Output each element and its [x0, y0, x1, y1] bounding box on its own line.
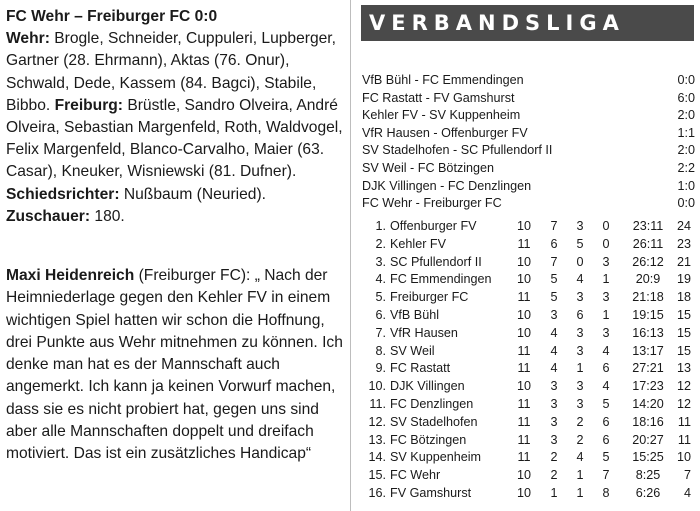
standing-games: 10 [516, 325, 531, 340]
standing-goals: 23:11 [632, 219, 664, 233]
standing-rank: 1. [375, 219, 386, 233]
standing-rank: 14. [368, 450, 386, 465]
standing-goals: 19:15 [632, 307, 664, 322]
column-divider [350, 0, 351, 511]
standing-team: DJK Villingen [390, 379, 465, 394]
standing-rank: 3. [375, 254, 386, 269]
standing-games: 11 [517, 450, 531, 465]
standing-games: 10 [516, 485, 531, 500]
standing-wins: 5 [550, 272, 558, 287]
referee-label: Schiedsrichter: [6, 185, 120, 203]
standing-points: 12 [676, 379, 691, 394]
standings-row [362, 414, 695, 432]
standing-losses: 5 [602, 396, 610, 411]
standing-losses: 6 [602, 361, 610, 376]
standing-losses: 8 [602, 485, 610, 500]
standing-rank: 7. [375, 325, 386, 340]
result-row [362, 125, 695, 143]
standing-losses: 0 [602, 219, 610, 233]
standing-losses: 7 [602, 468, 610, 483]
standing-losses: 5 [602, 450, 610, 465]
result-match: Kehler FV - SV Kuppenheim [362, 108, 521, 123]
player-quote [6, 265, 352, 466]
standings-row [362, 343, 695, 361]
standing-points: 13 [676, 361, 691, 376]
standing-draws: 1 [576, 485, 584, 500]
wehr-lineup: Brogle, Schneider, Cuppuleri, Lupberger, Gartner (28. Ehrmann), Aktas (76. Onur), Schwald, Dede, Kassem (84. Bagci), Stabile, Bibbo. [6, 30, 336, 114]
standing-draws: 3 [576, 343, 584, 358]
result-match: SV Weil - FC Bötzingen [362, 160, 495, 175]
standing-wins: 3 [550, 414, 558, 429]
standing-points: 21 [676, 254, 691, 269]
results-list [362, 72, 695, 213]
standing-rank: 13. [368, 432, 386, 447]
standing-losses: 3 [602, 325, 610, 340]
result-row [362, 195, 695, 213]
result-row [362, 178, 695, 196]
standing-losses: 3 [602, 254, 610, 269]
standing-wins: 1 [550, 485, 558, 500]
standing-rank: 11. [369, 396, 386, 411]
match-report [6, 6, 352, 228]
standing-points: 11 [677, 432, 691, 447]
standing-losses: 3 [602, 290, 610, 305]
standing-points: 7 [683, 468, 691, 483]
standing-wins: 5 [550, 290, 558, 305]
result-match: VfR Hausen - Offenburger FV [362, 125, 528, 140]
standing-games: 11 [517, 361, 531, 376]
match-report-text [6, 6, 352, 228]
quote-text: (Freiburger FC): „ Nach der Heimniederlage gegen den Kehler FV in einem wichtigen Spiel hatten wir schon die Hoffnung, drei Punkte aus Wehr mitnehmen zu können. Ich denke man hat es der Mannschaft auch angemerkt. Ich kann ja keinen Vorwurf machen, dass sie es nicht probiert hat, gegen uns sind aber alle Mannschaften doppelt und dreifach motiviert. Das ist ein zusätzliches Handicap“ [6, 267, 343, 463]
standing-draws: 2 [576, 414, 584, 429]
standing-team: SV Kuppenheim [390, 450, 482, 465]
standing-games: 11 [517, 414, 531, 429]
standing-points: 15 [676, 307, 691, 322]
standing-rank: 5. [375, 290, 386, 305]
standing-goals: 26:12 [632, 254, 664, 269]
standing-losses: 6 [602, 432, 610, 447]
standing-draws: 6 [576, 307, 584, 322]
standing-games: 11 [517, 343, 531, 358]
result-score: 2:0 [677, 143, 695, 158]
standing-points: 4 [683, 485, 691, 500]
standings-row [362, 307, 695, 325]
standings-row [362, 449, 695, 467]
result-row [362, 160, 695, 178]
result-score: 1:1 [677, 125, 695, 140]
result-match: FC Rastatt - FV Gamshurst [362, 90, 515, 105]
standing-goals: 20:27 [632, 432, 664, 447]
standing-goals: 27:21 [632, 361, 664, 376]
standing-wins: 2 [550, 450, 558, 465]
league-title-banner: VERBANDSLIGA [361, 5, 694, 41]
standing-losses: 0 [602, 236, 610, 251]
standing-draws: 3 [576, 290, 584, 305]
standing-rank: 6. [375, 307, 386, 322]
standing-losses: 1 [602, 307, 610, 322]
standing-games: 10 [516, 254, 531, 269]
standing-wins: 7 [550, 254, 558, 269]
standing-rank: 16. [368, 485, 386, 500]
standing-draws: 0 [576, 254, 584, 269]
standing-draws: 3 [576, 379, 584, 394]
standing-wins: 3 [550, 307, 558, 322]
standing-rank: 12. [368, 414, 386, 429]
result-match: VfB Bühl - FC Emmendingen [362, 73, 524, 87]
freiburg-label: Freiburg: [54, 96, 123, 114]
standing-team: Offenburger FV [390, 219, 477, 233]
standing-rank: 10. [368, 379, 386, 394]
standing-games: 10 [516, 219, 531, 233]
result-row [362, 90, 695, 108]
standing-team: FC Wehr [390, 468, 441, 483]
standing-points: 24 [676, 219, 691, 233]
standing-games: 10 [516, 379, 531, 394]
standing-rank: 15. [368, 468, 386, 483]
standing-wins: 3 [550, 432, 558, 447]
standing-team: SV Weil [390, 343, 435, 358]
standing-wins: 7 [550, 219, 558, 233]
standing-points: 12 [676, 396, 691, 411]
standing-goals: 18:16 [632, 414, 664, 429]
standing-goals: 17:23 [632, 379, 664, 394]
standing-points: 15 [676, 325, 691, 340]
standing-team: Freiburger FC [390, 290, 469, 305]
standings-row [362, 467, 695, 485]
spectators-value: 180. [90, 207, 125, 225]
standing-draws: 1 [576, 361, 584, 376]
standing-wins: 3 [550, 379, 558, 394]
standing-points: 19 [676, 272, 691, 287]
standings-row [362, 432, 695, 450]
standings-row [362, 378, 695, 396]
standing-games: 11 [517, 236, 531, 251]
freiburg-lineup: Brüstle, Sandro Olveira, André Olveira, Sebastian Margenfeld, Roth, Waldvogel, Felix Margenfeld, Blanco-Carvalho, Maier (63. Casar), Kneuker, Wisniewski (81. Dufner). [6, 96, 343, 181]
standings-row [362, 289, 695, 307]
standing-rank: 2. [375, 236, 386, 251]
standing-wins: 3 [550, 396, 558, 411]
referee-value: Nußbaum (Neuried). [119, 185, 266, 203]
result-match: FC Wehr - Freiburger FC [362, 196, 502, 211]
spectators-label: Zuschauer: [6, 207, 91, 225]
standing-losses: 1 [602, 272, 610, 287]
result-score: 2:2 [677, 160, 695, 175]
standing-wins: 4 [550, 343, 558, 358]
standing-team: FV Gamshurst [390, 485, 472, 500]
standings-row [362, 485, 695, 503]
result-row [362, 142, 695, 160]
wehr-label: Wehr: [6, 30, 50, 48]
standing-goals: 6:26 [635, 485, 661, 500]
standing-draws: 3 [576, 325, 584, 340]
standing-wins: 4 [550, 325, 558, 340]
result-match: SV Stadelhofen - SC Pfullendorf II [362, 143, 553, 158]
standing-points: 18 [676, 290, 691, 305]
standing-rank: 9. [375, 361, 386, 376]
standing-games: 11 [517, 396, 531, 411]
standing-games: 11 [517, 290, 531, 305]
standing-goals: 21:18 [632, 290, 664, 305]
result-row [362, 107, 695, 125]
standing-team: VfR Hausen [390, 325, 458, 340]
standings-row [362, 218, 695, 236]
standing-games: 10 [516, 468, 531, 483]
standing-losses: 4 [602, 343, 610, 358]
standings-row [362, 360, 695, 378]
result-score: 1:0 [677, 178, 695, 193]
match-headline: FC Wehr – Freiburger FC 0:0 [6, 8, 218, 25]
standings-row [362, 271, 695, 289]
standing-goals: 13:17 [632, 343, 664, 358]
result-score: 0:0 [677, 196, 695, 211]
standing-draws: 4 [576, 272, 584, 287]
standing-points: 11 [677, 414, 691, 429]
standing-team: VfB Bühl [390, 307, 440, 322]
quote-speaker: Maxi Heidenreich [6, 267, 135, 284]
standing-losses: 6 [602, 414, 610, 429]
result-match: DJK Villingen - FC Denzlingen [362, 178, 532, 193]
result-score: 2:0 [677, 108, 695, 123]
standing-goals: 20:9 [635, 272, 661, 287]
standing-wins: 4 [550, 361, 558, 376]
standing-draws: 1 [576, 468, 584, 483]
result-score: 0:0 [677, 73, 695, 87]
standing-draws: 4 [576, 450, 584, 465]
standing-goals: 26:11 [632, 236, 664, 251]
standing-draws: 5 [576, 236, 584, 251]
standing-team: FC Bötzingen [390, 432, 467, 447]
standing-rank: 4. [375, 272, 386, 287]
standing-games: 11 [517, 432, 531, 447]
standing-draws: 3 [576, 219, 584, 233]
result-score: 6:0 [677, 90, 695, 105]
standing-points: 15 [676, 343, 691, 358]
standing-wins: 6 [550, 236, 558, 251]
standing-goals: 14:20 [632, 396, 664, 411]
standing-goals: 8:25 [635, 468, 661, 483]
standing-team: SV Stadelhofen [390, 414, 478, 429]
standing-losses: 4 [602, 379, 610, 394]
standing-games: 10 [516, 272, 531, 287]
standing-draws: 3 [576, 396, 584, 411]
standing-team: SC Pfullendorf II [390, 254, 482, 269]
standing-rank: 8. [375, 343, 386, 358]
standings-table [362, 218, 695, 503]
standings-row [362, 325, 695, 343]
standing-games: 10 [516, 307, 531, 322]
standing-goals: 15:25 [632, 450, 664, 465]
standing-points: 10 [676, 450, 691, 465]
result-row [362, 72, 695, 90]
standing-draws: 2 [576, 432, 584, 447]
standings-row [362, 236, 695, 254]
standings-row [362, 254, 695, 272]
standing-team: FC Rastatt [390, 361, 451, 376]
standing-wins: 2 [550, 468, 558, 483]
standing-team: Kehler FV [390, 236, 446, 251]
standing-team: FC Denzlingen [390, 396, 474, 411]
standings-row [362, 396, 695, 414]
standing-goals: 16:13 [632, 325, 664, 340]
standing-points: 23 [676, 236, 691, 251]
standing-team: FC Emmendingen [390, 272, 492, 287]
